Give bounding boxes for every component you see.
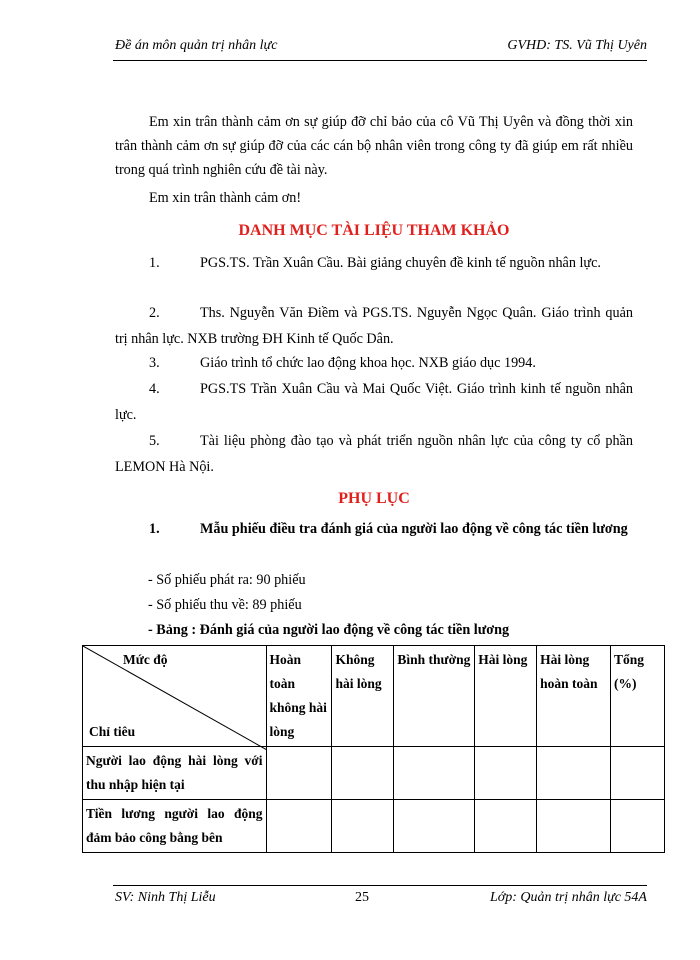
- reference-number: 2.: [149, 305, 160, 321]
- table-cell: [394, 800, 475, 853]
- column-header: Hài lòng: [475, 646, 537, 747]
- thanks-paragraph: Em xin trân thành cảm ơn sự giúp đỡ chỉ bảo của cô Vũ Thị Uyên và đồng thời xin trân thành cảm ơn sự giúp đỡ của các cán bộ nhân viên trong công ty đã giúp em rất nhiều trong quá trình nghiên cứu đề tài này.: [115, 114, 633, 178]
- column-header: Tổng (%): [611, 646, 665, 747]
- table-cell: [266, 800, 332, 853]
- reference-item: [115, 376, 633, 428]
- reference-item: [115, 428, 633, 480]
- footer-student: SV: Ninh Thị Liễu: [115, 890, 216, 905]
- column-header: Không hài lòng: [332, 646, 394, 747]
- row-label: Tiền lương người lao động đảm bảo công bằng bên: [83, 800, 267, 853]
- table-cell: [611, 747, 665, 800]
- column-header: Hài lòng hoàn toàn: [537, 646, 611, 747]
- header-right: GVHD: TS. Vũ Thị Uyên: [507, 38, 647, 53]
- reference-text: PGS.TS. Trần Xuân Cầu. Bài giảng chuyên đề kinh tế nguồn nhân lực.: [200, 255, 601, 271]
- reference-number: 4.: [149, 381, 160, 397]
- reference-item: [115, 250, 633, 276]
- table-row: [83, 747, 665, 800]
- section-number: 1.: [149, 521, 160, 537]
- appendix-section-heading: [115, 516, 633, 542]
- returned-count: - Số phiếu thu về: 89 phiếu: [148, 597, 302, 613]
- reference-text: Ths. Nguyễn Văn Điềm và PGS.TS. Nguyễn Ngọc Quân. Giáo trình quản trị nhân lực. NXB trường ĐH Kinh tế Quốc Dân.: [115, 305, 633, 347]
- table-cell: [332, 747, 394, 800]
- table-row: [83, 800, 665, 853]
- table-cell: [537, 747, 611, 800]
- column-header: Bình thường: [394, 646, 475, 747]
- reference-text: Giáo trình tổ chức lao động khoa học. NXB giáo dục 1994.: [200, 355, 536, 371]
- reference-text: Tài liệu phòng đào tạo và phát triển nguồn nhân lực của công ty cổ phần LEMON Hà Nội.: [115, 433, 633, 475]
- table-cell: [475, 747, 537, 800]
- reference-number: 3.: [149, 355, 160, 371]
- reference-item: [115, 300, 633, 352]
- appendix-title: PHỤ LỤC: [338, 490, 410, 507]
- table-header-row: [83, 646, 665, 747]
- header-divider: [113, 60, 647, 61]
- table-cell: [475, 800, 537, 853]
- reference-item: [115, 350, 633, 376]
- thanks-closing: Em xin trân thành cảm ơn!: [149, 190, 302, 206]
- corner-bottom-label: Chỉ tiêu: [89, 724, 136, 739]
- header-left: Đề án môn quản trị nhân lực: [115, 38, 278, 53]
- footer-divider: [113, 885, 647, 886]
- column-header: Hoàn toàn không hài lòng: [266, 646, 332, 747]
- section-title: Mẫu phiếu điều tra đánh giá của người lao động về công tác tiền lương: [200, 521, 628, 537]
- survey-table: [82, 645, 665, 853]
- table-cell: [332, 800, 394, 853]
- corner-top-label: Mức độ: [123, 652, 168, 667]
- footer-class: Lớp: Quản trị nhân lực 54A: [489, 890, 647, 905]
- table-cell: [266, 747, 332, 800]
- reference-text: PGS.TS Trần Xuân Cầu và Mai Quốc Việt. Giáo trình kinh tế nguồn nhân lực.: [115, 381, 633, 423]
- table-cell: [611, 800, 665, 853]
- issued-count: - Số phiếu phát ra: 90 phiếu: [148, 572, 306, 588]
- reference-number: 1.: [149, 255, 160, 271]
- references-title: DANH MỤC TÀI LIỆU THAM KHẢO: [238, 222, 510, 239]
- table-cell: [394, 747, 475, 800]
- reference-number: 5.: [149, 433, 160, 449]
- table-caption: - Bảng : Đánh giá của người lao động về công tác tiền lương: [148, 622, 510, 638]
- corner-cell: [83, 646, 267, 747]
- table-cell: [537, 800, 611, 853]
- row-label: Người lao động hài lòng với thu nhập hiện tại: [83, 747, 267, 800]
- page-number: 25: [355, 890, 369, 905]
